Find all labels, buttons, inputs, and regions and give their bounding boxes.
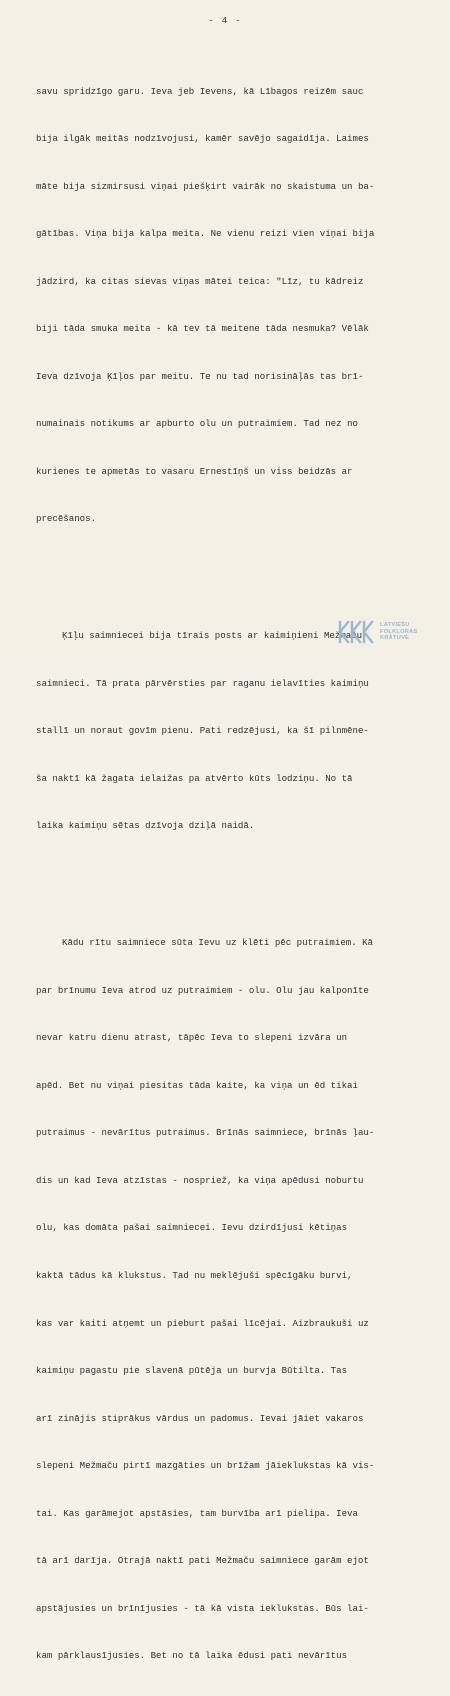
text-line: Kādu rītu saimniece sūta Ievu uz klēti pēc putraimiem. Kā bbox=[62, 937, 374, 949]
text-line: numainais notikums ar apburto olu un putraimiem. Tad nez no bbox=[36, 418, 358, 430]
text-line: gātības. Viņa bija kalpa meita. Ne vienu reizi vien viņai bija bbox=[36, 228, 375, 240]
document-body bbox=[36, 36, 426, 1696]
text-line: tā arī darīja. Otrajā naktī pati Mežmaču saimniece garām ejot bbox=[36, 1555, 369, 1567]
text-line: kaimiņu pagastu pie slavenā pūtēja un burvja Būtilta. Tas bbox=[36, 1365, 348, 1377]
text-line: saimnieci. Tā prata pārvērsties par raganu ielavīties kaimiņu bbox=[36, 677, 369, 689]
text-line: slepeni Mežmaču pirtī mazgāties un brīžam jāieklukstas kā vis- bbox=[36, 1460, 375, 1472]
page-number: - 4 - bbox=[208, 15, 242, 26]
text-line: biji tāda smuka meita - kā tev tā meitene tāda nesmuka? Vēlāk bbox=[36, 323, 369, 335]
text-line: apstājusies un brīnījusies - tā kā vista ieklukstas. Būs lai- bbox=[36, 1602, 369, 1614]
text-line: nevar katru dienu atrast, tāpēc Ieva to slepeni izvāra un bbox=[36, 1032, 348, 1044]
text-line: māte bija sizmirsusi viņai piešķirt vairāk no skaistuma un ba- bbox=[36, 180, 375, 192]
text-line: apēd. Bet nu viņai piesitas tāda kaite, ka viņa un ēd tikai bbox=[36, 1079, 358, 1091]
text-line: Ķīļu saimniecei bija tīrais posts ar kaimiņieni Mežmaču bbox=[62, 630, 363, 642]
text-line: tai. Kas garāmejot apstāsies, tam burvība arī pielipa. Ieva bbox=[36, 1507, 358, 1519]
text-line: bija ilgāk meitās nodzīvojusi, kamēr savējo sagaidīja. Laimes bbox=[36, 133, 369, 145]
text-line: dis un kad Ieva atzīstas - nospriež, ka viņa apēdusi noburtu bbox=[36, 1174, 364, 1186]
archive-logo-icon bbox=[336, 619, 376, 645]
stamp-line: LATVIEŠU bbox=[380, 622, 410, 629]
text-line: jādzird, ka citas sievas viņas mātei teica: "Līz, tu kādreiz bbox=[36, 275, 364, 287]
stamp-line: FOLKLORAS bbox=[380, 628, 418, 635]
text-line: ša naktī kā žagata ielaižas pa atvērto kūts lodziņu. No tā bbox=[36, 772, 353, 784]
text-line: putraimus - nevārītus putraimus. Brīnās saimniece, brīnās ļau- bbox=[36, 1127, 375, 1139]
text-line: kaktā tādus kā klukstus. Tad nu meklējuši spēcīgāku burvi, bbox=[36, 1269, 353, 1281]
text-line: par brīnumu Ieva atrod uz putraimiem - olu. Olu jau kalponīte bbox=[36, 984, 369, 996]
text-line: arī zinājis stiprākus vārdus un padomus. Ievai jāiet vakaros bbox=[36, 1412, 364, 1424]
stamp-line: KRĀTUVE bbox=[380, 635, 410, 642]
stamp-label bbox=[380, 622, 418, 641]
text-line: kam pārklausījusies. Bet no tā laika ēdusi pati nevārītus bbox=[36, 1650, 348, 1662]
text-line: kurienes te apmetās to vasaru Ernestīņš un viss beidzās ar bbox=[36, 465, 353, 477]
archive-stamp bbox=[336, 617, 444, 647]
text-line: precēšanos. bbox=[36, 513, 97, 525]
paragraph-gap bbox=[36, 866, 426, 872]
text-line: Ieva dzīvoja Ķīļos par meitu. Te nu tad norisināļās tas brī- bbox=[36, 370, 364, 382]
text-line: olu, kas domāta pašai saimniecei. Ievu dzirdījusi kētiņas bbox=[36, 1222, 348, 1234]
text-line: laika kaimiņu sētas dzīvoja dziļā naidā. bbox=[36, 820, 255, 832]
paragraph-gap bbox=[36, 559, 426, 565]
text-line: savu spridzīgo garu. Ieva jeb Ievens, kā Lībagos reizēm sauc bbox=[36, 85, 364, 97]
text-line: stallī un noraut govīm pienu. Pati redzējusi, ka šī pilnmēne- bbox=[36, 725, 369, 737]
text-line: kas var kaiti atņemt un pieburt pašai līcējai. Aizbraukuši uz bbox=[36, 1317, 369, 1329]
